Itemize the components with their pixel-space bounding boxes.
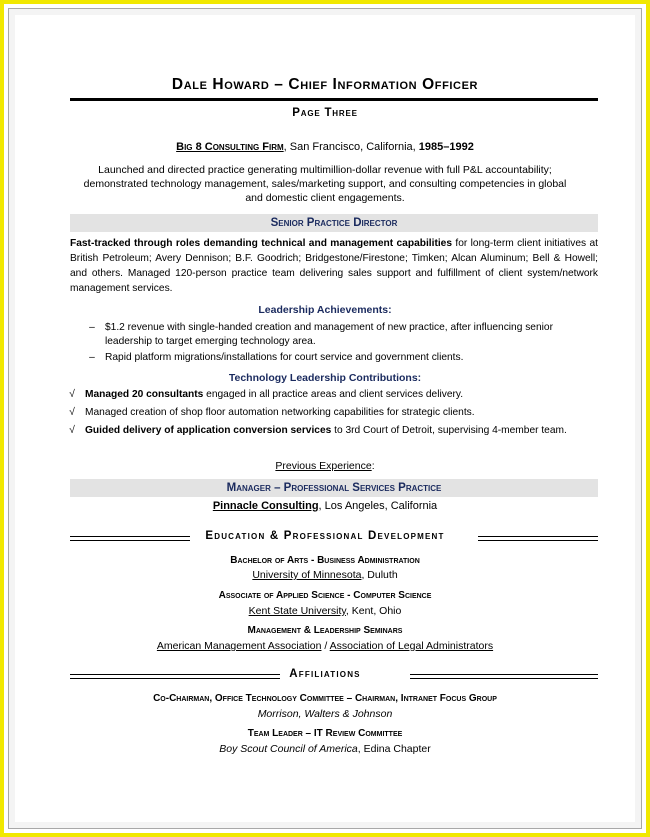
checkmark-icon: √ [69, 389, 75, 400]
job-heading [15, 141, 635, 153]
checkmark-icon: √ [69, 407, 75, 418]
previous-experience-label: Previous Experience: [275, 460, 375, 472]
firm-location: , San Francisco, California, [283, 141, 419, 153]
previous-title-banner: Manager – Professional Services Practice [70, 479, 598, 497]
education-right-rule [478, 536, 598, 541]
job-title-banner: Senior Practice Director [70, 214, 598, 232]
affiliations-right-rule [410, 674, 598, 679]
job-years: 1985–1992 [418, 141, 474, 153]
school-2: Kent State University, Kent, Ohio [248, 605, 402, 617]
job-summary-line-2: demonstrated technology management, sales/marketing support, and consulting competencies in global [83, 178, 567, 190]
page-border [8, 8, 642, 829]
tech-heading: Technology Leadership Contributions: [228, 372, 422, 384]
job-description [70, 236, 598, 296]
degree-2: Associate of Applied Science - Computer Science [218, 590, 432, 601]
dash-bullet-icon: – [89, 322, 95, 333]
dash-bullet-icon: – [89, 352, 95, 363]
affiliation-role-1: Co-Chairman, Office Technology Committee – Chairman, Intranet Focus Group [153, 693, 497, 704]
job-summary-line-3: and domestic client engagements. [245, 192, 405, 204]
affiliation-org-2: Boy Scout Council of America, Edina Chapter [219, 743, 431, 755]
affiliation-role-2: Team Leader – IT Review Committee [247, 728, 403, 739]
affiliation-org-1: Morrison, Walters & Johnson [257, 708, 393, 720]
page-label: Page Three [292, 107, 358, 119]
degree-3: Management & Leadership Seminars [247, 625, 403, 636]
leadership-heading: Leadership Achievements: [258, 304, 392, 316]
firm-name: Big 8 Consulting Firm [176, 141, 284, 153]
school-1: University of Minnesota, Duluth [252, 569, 398, 581]
job-description-bold: Fast-tracked through roles demanding technical and management capabilities [70, 238, 453, 249]
previous-company: Pinnacle Consulting, Los Angeles, California [212, 500, 438, 512]
job-summary-line-1: Launched and directed practice generating multimillion-dollar revenue with full P&L accountability; [98, 164, 552, 176]
seminar-orgs: American Management Association / Association of Legal Administrators [156, 640, 494, 652]
resume-name-title: Dale Howard – Chief Information Officer [171, 76, 479, 93]
header-rule [70, 98, 598, 101]
resume-page: Dale Howard – Chief Information Officer Page Three Big 8 Consulting Firm, San Francisco, California, 1985–1992 Launched and directed practice generating multimillion-dollar revenue with full P&L accountability; demonstrated technology management, sales/marketing support, and consulting competencies in global and domestic client engagements. Senior Practice Director Fast-tracked through roles demanding technical and management capabilities for long-term client initiatives at British Petroleum; Avery Dennison; B.F. Goodrich; Bridgestone/Firestone; Timken; Alcan Aluminum; Bell & Howell; and others. Managed 120-person practice team delivering sales support and fulfillment of client system/network management services. Leadership Achievements: – $1.2 revenue with single-handed creation and management of new practice, after influencing senior leadership to target emerging technology area. – Rapid platform migrations/installations for court service and government clients. Technology Leadership Contributions: √ Managed 20 consultants engaged in all practice areas and client services delivery. √ Managed creation of shop floor automation networking capabilities for strategic clients. √ Guided delivery of application conversion services to 3rd Court of Detroit, supervising 4-member team. Previous Experience: Manager – Professional Services Practice Pinnacle Consulting, Los Angeles, California Education & Professional Development Bachelor of Arts - Business Administration University of Minnesota, Duluth Associate of Applied Science - Computer Science Kent State University, Kent, Ohio Management & Leadership Seminars American Management Association / Association of Legal Administrators Affiliations Co-Chairman, Office Technology Committee – Chairman, Intranet Focus Group Morrison, Walters & Johnson Team Leader – IT Review Committee Boy Scout Council of America, Edina Chapter [15, 15, 635, 822]
affiliations-heading: Affiliations [289, 668, 361, 680]
checkmark-icon: √ [69, 425, 75, 436]
education-heading: Education & Professional Development [205, 530, 445, 542]
job-description-rest: for long-term client initiatives at British Petroleum; Avery Dennison; B.F. Goodrich; Bridgestone/Firestone; Timken; Alcan Aluminum; Bell & Howell; and others. Managed 120-person practice team delivering sales support and fulfillment of client system/network management services. [70, 238, 599, 294]
degree-1: Bachelor of Arts - Business Administration [230, 555, 420, 566]
